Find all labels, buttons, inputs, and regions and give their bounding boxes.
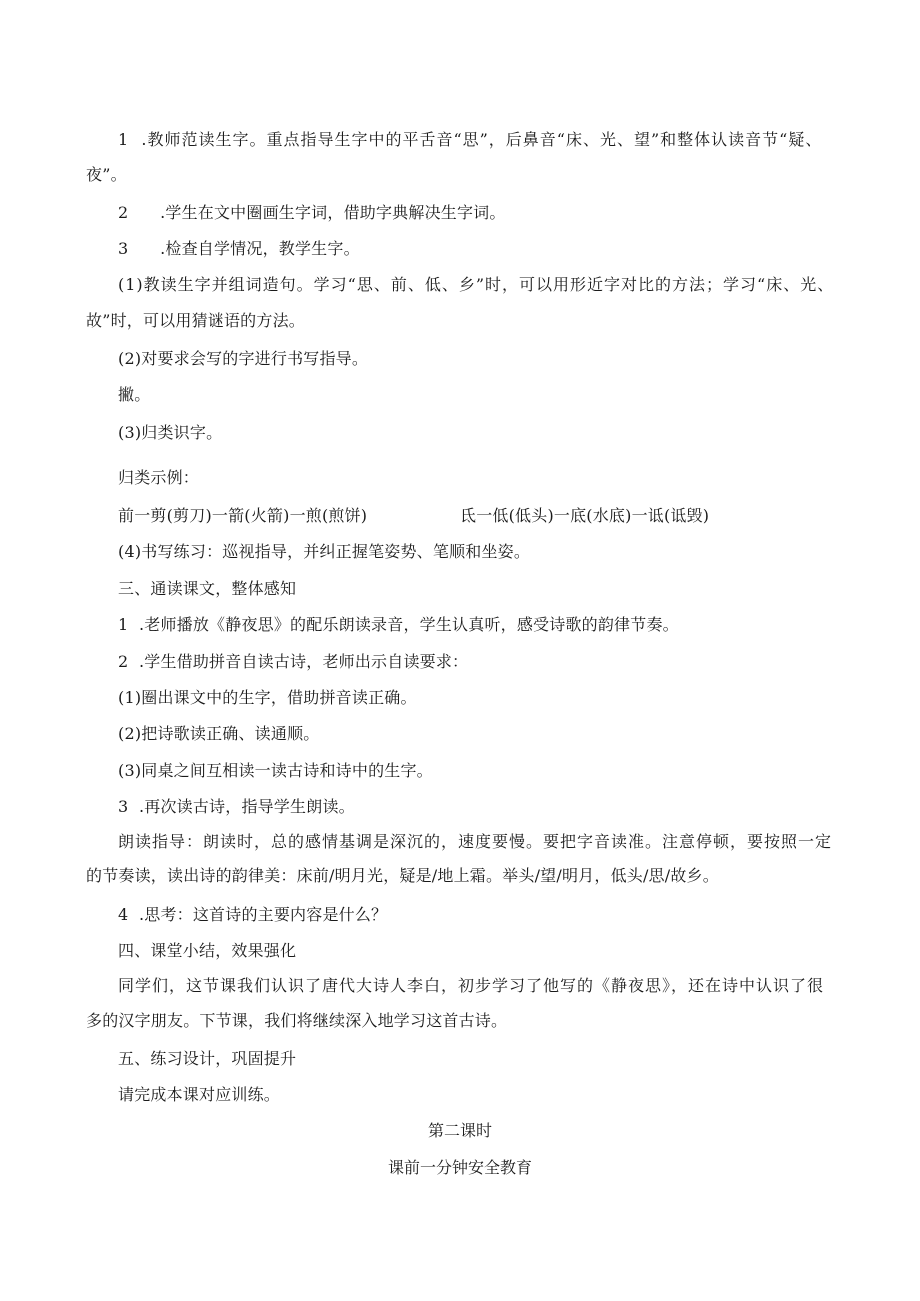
paragraph-4-line-2: 故”时，可以用猜谜语的方法。 [86, 311, 305, 330]
paragraph-5: (2)对要求会写的字进行书写指导。 [118, 349, 369, 368]
paragraph-19: 请完成本课对应训练。 [118, 1085, 281, 1104]
paragraph-16-line-1: 朗读指导：朗读时，总的感情基调是深沉的，速度要慢。要把字音读准。注意停顿，要按照一定 [118, 832, 833, 851]
section-heading-3: 三、通读课文，整体感知 [118, 579, 297, 598]
paragraph-8: 归类示例： [118, 468, 200, 487]
paragraph-1-line-1: 1 .教师范读生字。重点指导生字中的平舌音“思”，后鼻音“床、光、望”和整体认读音节“疑、 [118, 130, 823, 149]
paragraph-13: (2)把诗歌读正确、读通顺。 [118, 724, 320, 743]
paragraph-14: (3)同桌之间互相读一读古诗和诗中的生字。 [118, 761, 433, 780]
paragraph-9: (4)书写练习：巡视指导，并纠正握笔姿势、笔顺和坐姿。 [118, 542, 531, 561]
lesson-subheading: 课前一分钟安全教育 [387, 1158, 532, 1177]
example-row-right: 氐一低(低头)一底(水底)一诋(诋毁) [460, 506, 710, 525]
paragraph-11: 2 .学生借助拼音自读古诗，老师出示自读要求： [118, 652, 469, 671]
paragraph-18-line-2: 多的汉字朋友。下节课，我们将继续深入地学习这首古诗。 [86, 1011, 508, 1030]
paragraph-4-line-1: (1)教读生字并组词造句。学习“思、前、低、乡”时，可以用形近字对比的方法；学习“床、光、 [118, 275, 835, 294]
paragraph-10: 1 .老师播放《静夜思》的配乐朗读录音，学生认真听，感受诗歌的韵律节奏。 [118, 615, 679, 634]
paragraph-17: 4 .思考：这首诗的主要内容是什么？ [118, 905, 388, 924]
paragraph-1-line-2: 夜”。 [86, 165, 127, 184]
paragraph-7: (3)归类识字。 [118, 423, 223, 442]
section-heading-5: 五、练习设计，巩固提升 [118, 1049, 297, 1068]
paragraph-2: 2 .学生在文中圈画生字词，借助字典解决生字词。 [118, 203, 506, 222]
section-heading-4: 四、课堂小结，效果强化 [118, 941, 297, 960]
example-row-left: 前一剪(剪刀)一箭(火箭)一煎(煎饼) [118, 506, 368, 525]
lesson-heading: 第二课时 [427, 1121, 492, 1140]
paragraph-3: 3 .检查自学情况，教学生字。 [118, 239, 360, 258]
paragraph-6: 撇。 [118, 385, 151, 404]
paragraph-18-line-1: 同学们，这节课我们认识了唐代大诗人李白，初步学习了他写的《静夜思》，还在诗中认识了很 [118, 976, 825, 995]
paragraph-12: (1)圈出课文中的生字，借助拼音读正确。 [118, 688, 417, 707]
paragraph-15: 3 .再次读古诗，指导学生朗读。 [118, 797, 355, 816]
paragraph-16-line-2: 的节奏读，读出诗的韵律美：床前/明月光，疑是/地上霜。举头/望/明月，低头/思/故乡。 [86, 866, 719, 885]
